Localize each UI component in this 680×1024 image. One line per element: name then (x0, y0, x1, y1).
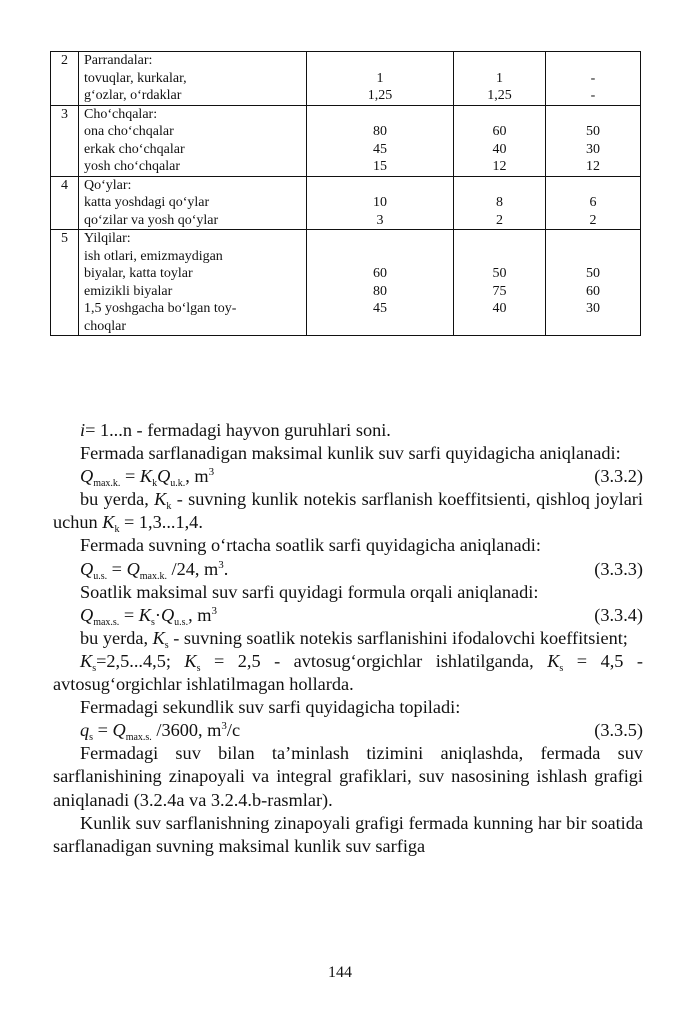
group-heading: Yilqilar: (84, 231, 131, 246)
norm-value: 12 (492, 159, 507, 174)
norm-values-cell (307, 52, 454, 106)
kk-definition: bu yerda, $K_k$ - suvning kunlik notekis sarflanish koeffitsienti, qishloq joylari uchun $K_k = 1,3...1,4$. (53, 489, 643, 536)
norm-value (454, 318, 545, 336)
group-heading: Parrandalar: (84, 53, 153, 68)
equation-number: (3.3.4) (594, 604, 643, 625)
ks-values: $K_s=2,5...4,5$; $K_s = 2,5$ - avtosug‘orgichlar ishlatilganda, $K_s = 4,5$ - avtosug‘orgichlar ishlatilmagan hollarda. (53, 650, 643, 695)
heading-spacer (454, 52, 545, 70)
norm-value: 6 (589, 195, 597, 210)
norm-value: 50 (586, 266, 600, 281)
norm-value: 60 (373, 266, 387, 281)
paragraph-seconds: Fermadagi sekundlik suv sarfi quyidagicha topiladi: (80, 697, 461, 718)
formula-3-3-3: $Q_{u.s.} = Q_{max.k.}$ /24, $m^3$. (3.3.3) (80, 558, 643, 582)
norm-value (546, 318, 640, 336)
group-number: 5 (51, 230, 79, 336)
norm-value (307, 248, 453, 266)
norm-value: 60 (492, 124, 507, 139)
animal-name: 1,5 yoshgacha bo‘lgan toy- (84, 301, 237, 316)
equation-number: (3.3.5) (594, 720, 643, 741)
animal-name: tovuqlar, kurkalar, (84, 70, 187, 86)
norm-values-cell (307, 176, 454, 230)
animal-name: ona cho‘chqalar (84, 124, 174, 139)
water-norms-table (50, 51, 641, 336)
norm-values-cell (454, 52, 546, 106)
heading-spacer (307, 52, 453, 70)
page-number: 144 (328, 964, 352, 981)
paragraph-graphs: Fermadagi suv bilan ta’minlash tizimini aniqlashda, fermada suv sarflanishining zinapoyali va integral grafiklari, suv nasosining ishlash grafigi aniqlanadi (3.2.4a va 3.2.4.b-rasmlar). (53, 743, 643, 810)
animal-names-cell (79, 52, 307, 106)
animal-name: choqlar (84, 318, 126, 334)
paragraph-hourly-max: Soatlik maksimal suv sarfi quyidagi formula orqali aniqlanadi: (80, 581, 539, 602)
body-text (53, 419, 643, 858)
heading-spacer (307, 230, 453, 248)
norm-value: - (590, 70, 596, 86)
formula-3-3-5: $q_s = Q_{max.s.}$ /3600, $m^3/c$ (3.3.5) (80, 720, 643, 744)
heading-spacer (546, 177, 640, 195)
norm-value: 40 (492, 141, 507, 157)
norm-values-cell (546, 105, 641, 176)
animal-name: erkak cho‘chqalar (84, 141, 185, 157)
heading-spacer (307, 106, 453, 124)
paragraph-step-graph: Kunlik suv sarflanishning zinapoyali grafigi fermada kunning har bir soatida sarflanadigan suvning maksimal kunlik suv sarfiga (53, 812, 643, 856)
norm-value: 1 (376, 70, 384, 86)
norm-value: 60 (586, 283, 600, 299)
animal-name: ish otlari, emizmaydigan (84, 248, 223, 264)
table-row (51, 230, 641, 336)
formula-3-3-4: $Q_{max.s.} = K_s\cdot Q_{u.s.}$, $m^3$ (3.3.4) (80, 604, 643, 628)
formula-3-3-2: $Q_{max.k.} = K_kQ_{u.k.}$, $m^3$ (3.3.2) (80, 466, 643, 490)
group-number: 4 (51, 176, 79, 230)
norm-value: 15 (373, 159, 387, 174)
heading-spacer (454, 106, 545, 124)
norm-value: 45 (373, 301, 387, 316)
animal-name: qo‘zilar va yosh qo‘ylar (84, 212, 219, 228)
norm-value: 1 (496, 70, 503, 86)
norm-values-cell (546, 52, 641, 106)
norm-values-cell (307, 105, 454, 176)
norm-values-cell (546, 230, 641, 336)
heading-spacer (454, 177, 545, 195)
animal-name: biyalar, katta toylar (84, 266, 193, 281)
heading-spacer (546, 106, 640, 124)
equation-number: (3.3.2) (594, 466, 643, 487)
animal-names-cell (79, 105, 307, 176)
table-row (51, 52, 641, 106)
paragraph-daily-max: Fermada sarflanadigan maksimal kunlik suv sarfi quyidagicha aniqlanadi: (80, 443, 621, 464)
norm-values-cell (454, 176, 546, 230)
animal-name: g‘ozlar, o‘rdaklar (84, 88, 182, 103)
animal-names-cell (79, 176, 307, 230)
group-number: 3 (51, 105, 79, 176)
norm-value: 75 (492, 283, 507, 299)
norm-value: - (590, 88, 596, 103)
equation-number: (3.3.3) (594, 558, 643, 579)
heading-spacer (307, 177, 453, 195)
norm-value: 40 (492, 301, 507, 316)
norm-values-cell (454, 105, 546, 176)
norm-value: 30 (586, 301, 600, 316)
paragraph-avg-hourly: Fermada suvning o‘rtacha soatlik sarfi quyidagicha aniqlanadi: (80, 535, 541, 556)
groups-count-note: i= 1...n - fermadagi hayvon guruhlari soni. (80, 420, 391, 440)
heading-spacer (546, 230, 640, 248)
norm-value: 12 (586, 159, 600, 174)
animal-name: yosh cho‘chqalar (84, 159, 181, 174)
table-row (51, 105, 641, 176)
norm-value: 2 (496, 212, 503, 228)
norm-value: 30 (586, 141, 600, 157)
animal-names-cell (79, 230, 307, 336)
norm-values-cell (546, 176, 641, 230)
norm-value: 80 (373, 283, 387, 299)
table-row (51, 176, 641, 230)
norm-value (454, 248, 545, 266)
norm-value: 1,25 (487, 88, 512, 103)
heading-spacer (454, 230, 545, 248)
norm-value (546, 248, 640, 266)
norm-value: 2 (589, 212, 597, 228)
norm-value: 3 (376, 212, 384, 228)
norm-value: 45 (373, 141, 387, 157)
animal-name: katta yoshdagi qo‘ylar (84, 195, 210, 210)
norm-value: 80 (373, 124, 387, 139)
norm-value: 8 (496, 195, 503, 210)
norm-value: 50 (492, 266, 507, 281)
norm-values-cell (307, 230, 454, 336)
norm-value: 1,25 (367, 88, 393, 103)
group-heading: Qo‘ylar: (84, 177, 132, 193)
group-heading: Cho‘chqalar: (84, 106, 158, 122)
group-number: 2 (51, 52, 79, 106)
animal-name: emizikli biyalar (84, 283, 173, 299)
norm-value (307, 318, 453, 336)
norm-value: 10 (373, 195, 387, 210)
norm-values-cell (454, 230, 546, 336)
norm-value: 50 (586, 124, 600, 139)
ks-definition: bu yerda, $K_s$ - suvning soatlik notekis sarflanishini ifodalovchi koeffitsient; (80, 627, 628, 651)
heading-spacer (546, 52, 640, 70)
